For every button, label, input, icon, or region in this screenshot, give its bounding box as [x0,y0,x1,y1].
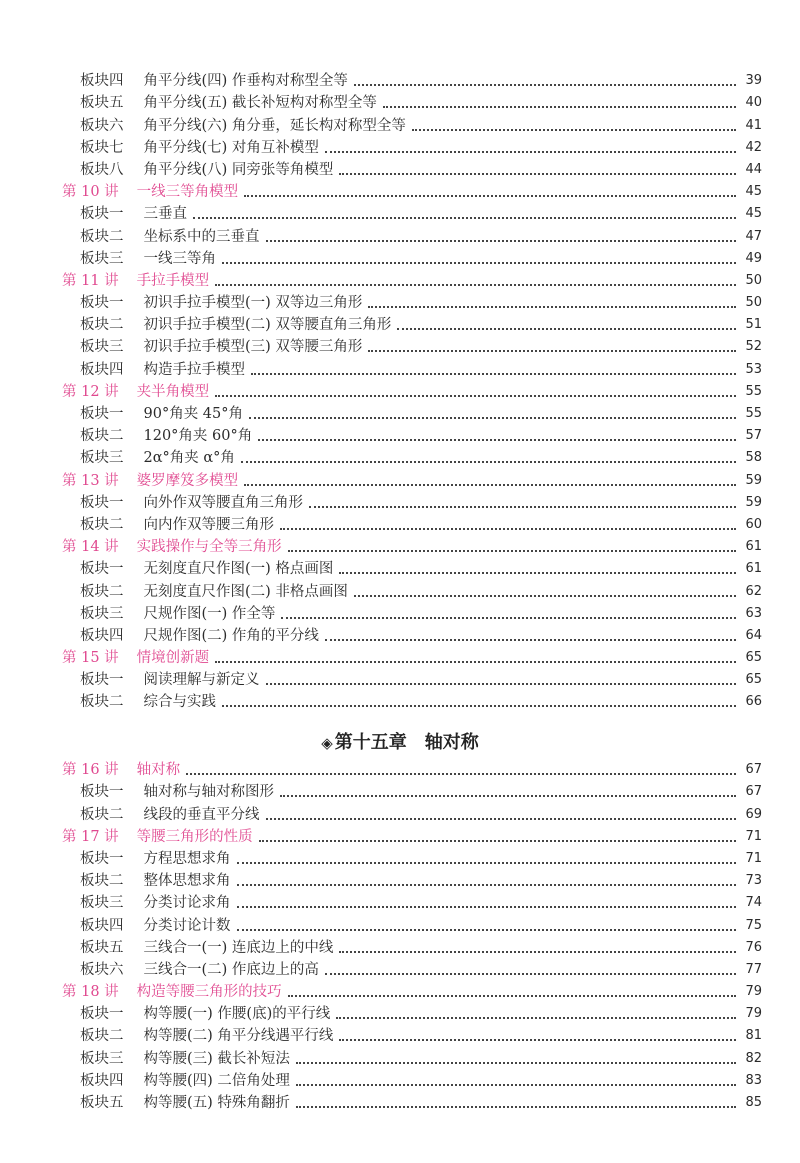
block-number: 板块四 [80,361,124,378]
toc-entry-row[interactable] [62,580,762,602]
page-number: 81 [745,1028,762,1044]
toc-entry-label [62,181,238,203]
toc-entry-label [80,336,362,358]
page-number: 63 [745,605,762,621]
toc-entry-row[interactable] [62,425,762,447]
entry-title: 构等腰(一) 作腰(底)的平行线 [143,1006,331,1023]
toc-entry-row[interactable] [62,959,762,981]
page-number: 53 [745,361,762,377]
entry-title: 轴对称 [136,762,181,779]
toc-entry-label [80,937,333,959]
page-number: 52 [745,339,762,355]
block-number: 板块四 [80,73,124,90]
block-number: 板块八 [80,161,124,178]
toc-entry-row[interactable] [62,248,762,270]
toc-list-top [62,70,762,713]
page-number: 79 [745,984,762,1000]
toc-entry-row[interactable] [62,492,762,514]
dot-leader [397,328,736,330]
dot-leader [237,884,737,886]
page-number: 40 [745,95,762,111]
toc-entry-label [80,1003,330,1025]
toc-entry-row[interactable] [62,1003,762,1025]
entry-title: 无刻度直尺作图(一) 格点画图 [143,561,334,578]
toc-entry-row[interactable] [62,914,762,936]
entry-title: 角平分线(六) 角分垂，延长构对称型全等 [143,117,406,134]
entry-title: 阅读理解与新定义 [143,672,260,689]
toc-entry-row[interactable] [62,70,762,92]
dot-leader [266,683,737,685]
block-number: 板块二 [80,694,124,711]
toc-entry-row[interactable] [62,92,762,114]
page-number: 69 [745,806,762,822]
toc-entry-label [80,848,231,870]
page-number: 73 [745,873,762,889]
toc-entry-label [62,981,282,1003]
page-number: 41 [745,117,762,133]
chapter-name: 轴对称 [424,732,479,753]
entry-title: 三线合一(一) 连底边上的中线 [143,939,334,956]
toc-entry-label [80,115,406,137]
dot-leader [237,862,737,864]
entry-title: 初识手拉手模型(二) 双等腰直角三角形 [143,317,392,334]
toc-entry-label [62,647,209,669]
toc-entry-row[interactable] [62,781,762,803]
page-number: 85 [745,1095,762,1110]
toc-entry-label [80,669,260,691]
page-number: 50 [745,295,762,311]
entry-title: 三垂直 [143,206,187,223]
toc-entry-label [80,804,260,826]
toc-entry-row[interactable] [62,870,762,892]
dot-leader [186,773,736,775]
toc-entry-label [80,1025,333,1047]
lecture-number: 第 15 讲 [62,650,119,667]
entry-title: 方程思想求角 [143,850,231,867]
entry-title: 手拉手模型 [136,272,210,289]
dot-leader [339,572,736,574]
dot-leader [251,373,736,375]
toc-entry-label [80,137,319,159]
dot-leader [281,617,736,619]
page-number: 61 [745,539,762,555]
lecture-number: 第 12 讲 [62,383,119,400]
block-number: 板块五 [80,1095,124,1111]
toc-section-row[interactable] [62,469,762,491]
dot-leader [325,151,736,153]
entry-title: 婆罗摩笈多模型 [136,472,239,489]
entry-title: 构造手拉手模型 [143,361,245,378]
page-number: 77 [745,961,762,977]
block-number: 板块三 [80,895,124,912]
entry-title: 90°角夹 45°角 [143,406,244,422]
toc-entry-label [80,159,333,181]
entry-title: 尺规作图(二) 作角的平分线 [143,627,319,644]
block-number: 板块三 [80,450,124,467]
toc-entry-label [80,92,377,114]
toc-entry-row[interactable] [62,1047,762,1069]
block-number: 板块二 [80,1028,124,1045]
dot-leader [215,661,736,663]
toc-entry-row[interactable] [62,314,762,336]
block-number: 板块六 [80,961,124,978]
toc-entry-label [80,915,231,937]
toc-section-row[interactable] [62,181,762,203]
dot-leader [266,818,737,820]
dot-leader [244,195,736,197]
toc-entry-label [80,1070,290,1092]
toc-section-row[interactable] [62,381,762,403]
dot-leader [193,217,736,219]
entry-title: 构造等腰三角形的技巧 [136,984,282,1001]
block-number: 板块二 [80,583,124,600]
block-number: 板块一 [80,206,124,223]
dot-leader [215,284,736,286]
page-number: 55 [745,406,762,421]
page-number: 51 [745,317,762,333]
entry-title: 一线三等角模型 [136,184,239,201]
block-number: 板块一 [80,494,124,511]
entry-title: 坐标系中的三垂直 [143,228,260,245]
entry-title: 无刻度直尺作图(二) 非格点画图 [143,583,348,600]
toc-entry-label [80,226,260,248]
dot-leader [296,1062,736,1064]
page-number: 76 [745,939,762,955]
block-number: 板块一 [80,561,124,578]
dot-leader [288,995,736,997]
entry-title: 120°角夹 60°角 [143,428,253,445]
toc-entry-label [62,381,209,403]
toc-entry-row[interactable] [62,625,762,647]
block-number: 板块一 [80,406,124,422]
entry-title: 情境创新题 [136,650,210,667]
dot-leader [249,417,736,419]
dot-leader [368,350,736,352]
page-number: 59 [745,494,762,510]
block-number: 板块四 [80,917,124,934]
page-number: 65 [745,650,762,666]
toc-section-row[interactable] [62,536,762,558]
dot-leader [354,84,736,86]
toc-entry-row[interactable] [62,892,762,914]
toc-entry-label [80,1048,290,1070]
dot-leader [215,395,736,397]
toc-entry-label [80,781,274,803]
block-number: 板块二 [80,806,124,823]
page-number: 71 [745,828,762,844]
block-number: 板块三 [80,250,124,267]
dot-leader [309,506,736,508]
entry-title: 初识手拉手模型(三) 双等腰三角形 [143,339,363,356]
block-number: 板块二 [80,873,124,890]
block-number: 板块三 [80,605,124,622]
toc-entry-label [80,603,275,625]
block-number: 板块二 [80,428,124,445]
dot-leader [266,240,737,242]
page-number: 67 [745,784,762,800]
dot-leader [280,528,736,530]
dot-leader [288,550,736,552]
block-number: 板块三 [80,339,124,356]
toc-entry-row[interactable] [62,514,762,536]
block-number: 板块二 [80,317,124,334]
dot-leader [339,1039,736,1041]
page-number: 47 [745,228,762,244]
toc-entry-label [62,826,253,848]
toc-entry-label [80,691,216,713]
toc-entry-row[interactable] [62,558,762,580]
block-number: 板块一 [80,672,124,689]
page-number: 61 [745,561,762,577]
toc-entry-label [80,514,274,536]
block-number: 板块六 [80,117,124,134]
lecture-number: 第 13 讲 [62,472,119,489]
toc-entry-label [80,447,235,469]
toc-entry-row[interactable] [62,447,762,469]
entry-title: 分类讨论计数 [143,917,231,934]
page-number: 65 [745,672,762,688]
chapter-title: 第十五章 [334,732,407,753]
toc-entry-label [80,870,231,892]
entry-title: 一线三等角 [143,250,216,267]
toc-section-row[interactable] [62,826,762,848]
dot-leader [259,840,736,842]
block-number: 板块一 [80,784,124,801]
page-number: 59 [745,472,762,488]
toc-entry-row[interactable] [62,848,762,870]
page-number: 50 [745,272,762,288]
toc-entry-row[interactable] [62,336,762,358]
toc-entry-label [80,1092,290,1114]
page-number: 82 [745,1050,762,1066]
dot-leader [280,795,736,797]
dot-leader [241,461,736,463]
lecture-number: 第 16 讲 [62,762,119,779]
toc-entry-label [80,314,391,336]
toc-entry-row[interactable] [62,1092,762,1114]
lecture-number: 第 10 讲 [62,184,119,201]
entry-title: 整体思想求角 [143,873,231,890]
toc-entry-label [80,625,319,647]
entry-title: 等腰三角形的性质 [136,828,253,845]
dot-leader [339,951,736,953]
entry-title: 构等腰(四) 二倍角处理 [143,1072,290,1089]
entry-title: 角平分线(七) 对角互补模型 [143,139,319,156]
page-number: 57 [745,428,762,444]
page-number: 79 [745,1006,762,1022]
page-number: 45 [745,206,762,222]
dot-leader [325,639,736,641]
page-number: 74 [745,895,762,911]
toc-entry-label [80,70,348,92]
dot-leader [336,1017,736,1019]
dot-leader [325,973,736,975]
dot-leader [258,439,736,441]
toc-entry-label [80,892,231,914]
toc-entry-label [62,536,282,558]
toc-entry-row[interactable] [62,159,762,181]
block-number: 板块一 [80,295,124,312]
dot-leader [222,262,736,264]
toc-entry-label [80,425,252,447]
toc-entry-label [62,470,238,492]
entry-title: 构等腰(二) 角平分线遇平行线 [143,1028,334,1045]
page-number: 66 [745,694,762,710]
page-number: 58 [745,450,762,466]
entry-title: 尺规作图(一) 作全等 [143,605,276,622]
toc-entry-row[interactable] [62,358,762,380]
block-number: 板块七 [80,139,124,156]
page-number: 42 [745,139,762,155]
entry-title: 构等腰(五) 特殊角翻折 [143,1095,290,1111]
entry-title: 角平分线(八) 同旁张等角模型 [143,161,334,178]
block-number: 板块四 [80,1072,124,1089]
page-number: 64 [745,627,762,643]
toc-entry-label [80,403,243,425]
toc-entry-row[interactable] [62,225,762,247]
toc-section-row[interactable] [62,647,762,669]
toc-entry-row[interactable] [62,937,762,959]
toc-entry-label [80,492,303,514]
toc-entry-row[interactable] [62,403,762,425]
toc-entry-label [80,203,187,225]
page-number: 60 [745,516,762,532]
entry-title: 分类讨论求角 [143,895,231,912]
toc-entry-label [80,959,319,981]
page-number: 45 [745,184,762,200]
page-number: 83 [745,1072,762,1088]
block-number: 板块一 [80,1006,124,1023]
entry-title: 构等腰(三) 截长补短法 [143,1050,290,1067]
toc-entry-label [80,248,216,270]
toc-entry-label [62,270,209,292]
block-number: 板块四 [80,627,124,644]
dot-leader [296,1106,736,1108]
dot-leader [412,129,736,131]
block-number: 板块三 [80,1050,124,1067]
toc-section-row[interactable] [62,981,762,1003]
entry-title: 初识手拉手模型(一) 双等边三角形 [143,295,363,312]
toc-entry-label [80,581,348,603]
toc-entry-row[interactable] [62,203,762,225]
toc-entry-row[interactable] [62,803,762,825]
block-number: 板块五 [80,939,124,956]
entry-title: 轴对称与轴对称图形 [143,784,274,801]
entry-title: 角平分线(四) 作垂构对称型全等 [143,73,348,90]
entry-title: 三线合一(二) 作底边上的高 [143,961,319,978]
entry-title: 角平分线(五) 截长补短构对称型全等 [143,95,377,112]
page-number: 44 [745,161,762,177]
toc-entry-row[interactable] [62,669,762,691]
toc-entry-row[interactable] [62,137,762,159]
toc-entry-row[interactable] [62,1025,762,1047]
page-number: 39 [745,73,762,89]
page-number: 75 [745,917,762,933]
dot-leader [237,906,737,908]
block-number: 板块二 [80,228,124,245]
dot-leader [296,1084,736,1086]
toc-entry-row[interactable] [62,114,762,136]
page-number: 67 [745,762,762,778]
entry-title: 向内作双等腰三角形 [143,516,274,533]
chapter-marker-icon: ◈ [321,734,333,752]
block-number: 板块五 [80,95,124,112]
lecture-number: 第 14 讲 [62,539,119,556]
toc-entry-row[interactable] [62,1070,762,1092]
page-number: 62 [745,583,762,599]
toc-entry-label [80,359,245,381]
dot-leader [368,306,736,308]
block-number: 板块一 [80,850,124,867]
entry-title: 向外作双等腰直角三角形 [143,494,303,511]
entry-title: 线段的垂直平分线 [143,806,260,823]
toc-entry-row[interactable] [62,603,762,625]
dot-leader [383,106,736,108]
chapter-heading [0,728,800,754]
block-number: 板块二 [80,516,124,533]
page-number: 71 [745,850,762,866]
entry-title: 夹半角模型 [136,383,210,400]
toc-entry-label [80,558,333,580]
toc-list-bottom [62,759,762,1114]
dot-leader [222,705,736,707]
lecture-number: 第 18 讲 [62,984,119,1001]
entry-title: 实践操作与全等三角形 [136,539,282,556]
entry-title: 2α°角夹 α°角 [143,450,235,467]
dot-leader [354,595,736,597]
page-number: 49 [745,250,762,266]
dot-leader [244,484,736,486]
entry-title: 综合与实践 [143,694,216,711]
toc-section-row[interactable] [62,270,762,292]
toc-entry-label [62,759,180,781]
toc-entry-row[interactable] [62,292,762,314]
toc-entry-row[interactable] [62,691,762,713]
dot-leader [339,173,736,175]
page-number: 55 [745,383,762,399]
dot-leader [237,929,737,931]
lecture-number: 第 11 讲 [62,272,119,289]
toc-section-row[interactable] [62,759,762,781]
toc-entry-label [80,292,362,314]
lecture-number: 第 17 讲 [62,828,119,845]
